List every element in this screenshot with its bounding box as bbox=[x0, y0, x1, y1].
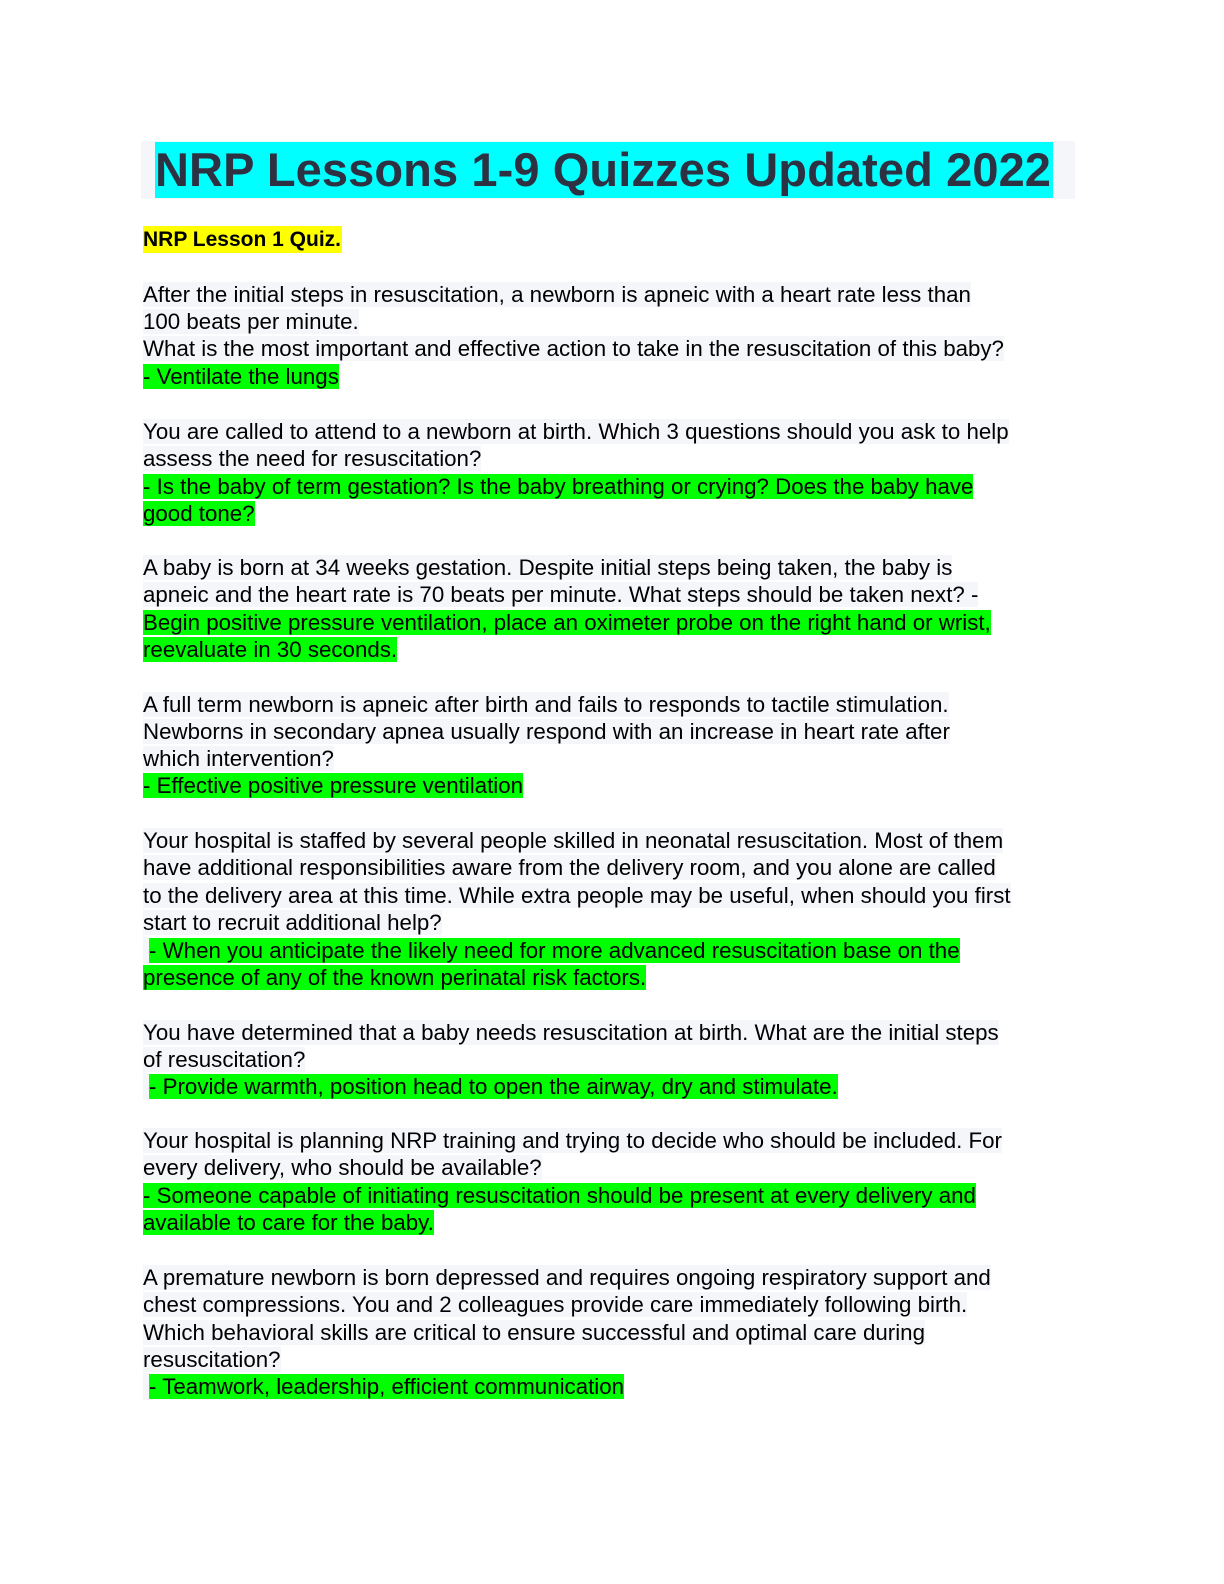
answer-highlight: - Effective positive pressure ventilation bbox=[143, 773, 524, 798]
question-line: 100 beats per minute. bbox=[143, 309, 359, 334]
question-line: assess the need for resuscitation? bbox=[143, 446, 482, 471]
question-line: Which behavioral skills are critical to ensure successful and optimal care during bbox=[143, 1320, 925, 1345]
answer-highlight: - Provide warmth, position head to open the airway, dry and stimulate. bbox=[149, 1074, 838, 1099]
answer-highlight: - When you anticipate the likely need for more advanced resuscitation base on the bbox=[149, 938, 960, 963]
answer-highlight: - Teamwork, leadership, efficient communication bbox=[149, 1374, 625, 1399]
question-line: A baby is born at 34 weeks gestation. Despite initial steps being taken, the baby is bbox=[143, 555, 953, 580]
question-line: every delivery, who should be available? bbox=[143, 1155, 542, 1180]
answer-highlight: good tone? bbox=[143, 501, 255, 526]
question-line: Newborns in secondary apnea usually respond with an increase in heart rate after bbox=[143, 719, 950, 744]
question-line: start to recruit additional help? bbox=[143, 910, 442, 935]
answer-highlight: Begin positive pressure ventilation, place an oximeter probe on the right hand or wrist, bbox=[143, 610, 991, 635]
question-line: A full term newborn is apneic after birth and fails to responds to tactile stimulation. bbox=[143, 692, 949, 717]
question-line: of resuscitation? bbox=[143, 1047, 306, 1072]
section-heading: NRP Lesson 1 Quiz. bbox=[143, 228, 341, 251]
answer-highlight: - Ventilate the lungs bbox=[143, 364, 339, 389]
answer-highlight: - Is the baby of term gestation? Is the baby breathing or crying? Does the baby have bbox=[143, 474, 974, 499]
answer-highlight: - Someone capable of initiating resuscitation should be present at every delivery and bbox=[143, 1183, 976, 1208]
page-title: NRP Lessons 1-9 Quizzes Updated 2022 bbox=[155, 143, 1052, 196]
question-line: Your hospital is staffed by several people skilled in neonatal resuscitation. Most of them bbox=[143, 828, 1004, 853]
question-line: resuscitation? bbox=[143, 1347, 281, 1372]
question-line: chest compressions. You and 2 colleagues provide care immediately following birth. bbox=[143, 1292, 968, 1317]
question-line: You are called to attend to a newborn at birth. Which 3 questions should you ask to help bbox=[143, 419, 1009, 444]
question-line: which intervention? bbox=[143, 746, 334, 771]
question-line: After the initial steps in resuscitation, a newborn is apneic with a heart rate less than bbox=[143, 282, 971, 307]
answer-highlight: reevaluate in 30 seconds. bbox=[143, 637, 398, 662]
question-line: Your hospital is planning NRP training and trying to decide who should be included. For bbox=[143, 1128, 1002, 1153]
question-line: You have determined that a baby needs resuscitation at birth. What are the initial steps bbox=[143, 1020, 999, 1045]
question-line: apneic and the heart rate is 70 beats per minute. What steps should be taken next? - bbox=[143, 582, 979, 607]
question-line: have additional responsibilities aware from the delivery room, and you alone are called bbox=[143, 855, 996, 880]
answer-highlight: presence of any of the known perinatal risk factors. bbox=[143, 965, 647, 990]
question-line: to the delivery area at this time. While extra people may be useful, when should you first bbox=[143, 883, 1011, 908]
question-line: What is the most important and effective action to take in the resuscitation of this baby? bbox=[143, 336, 1004, 361]
answer-highlight: available to care for the baby. bbox=[143, 1210, 434, 1235]
question-line: A premature newborn is born depressed and requires ongoing respiratory support and bbox=[143, 1265, 991, 1290]
